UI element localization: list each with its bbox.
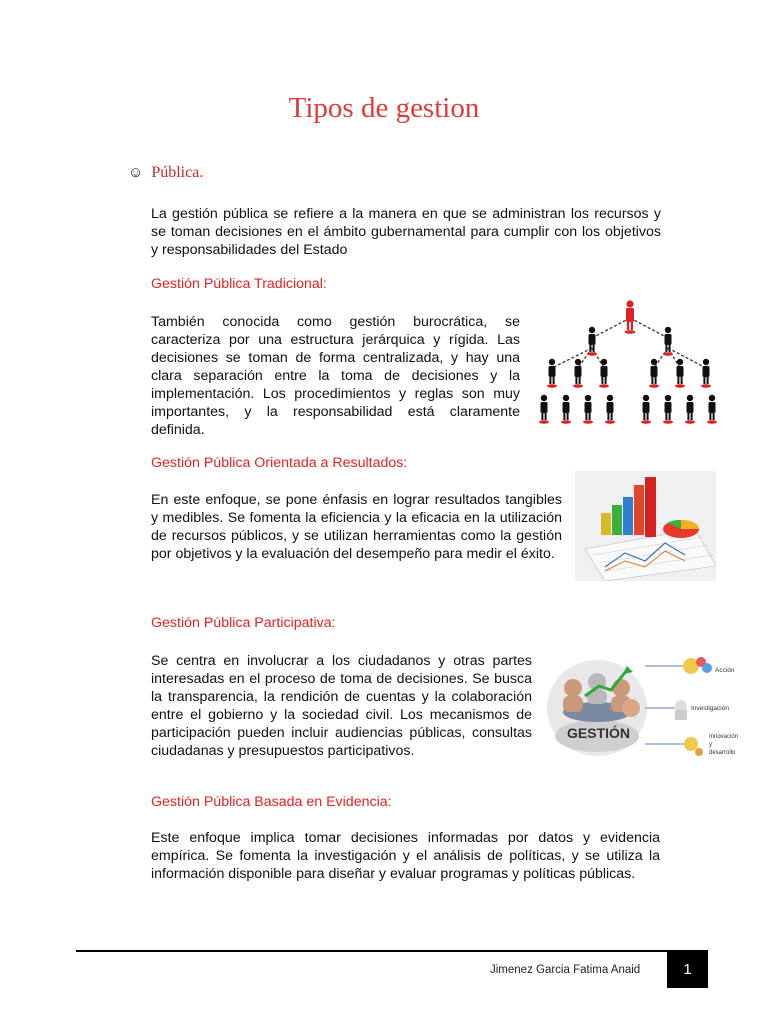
footer-author: Jimenez Garcia Fatima Anaid [490, 964, 641, 976]
smiley-icon: ☺ [128, 165, 144, 181]
document-title: Tipos de gestion [288, 92, 480, 124]
section-heading [128, 164, 203, 182]
section-heading-label: Pública. [151, 164, 204, 181]
gestion-center-label: GESTIÓN [567, 725, 631, 741]
item-innovacion: Innovación y desarrollo [709, 734, 739, 756]
subheading-evidence: Gestión Pública Basada en Evidencia: [151, 794, 392, 810]
hierarchy-image [534, 296, 724, 430]
bar-chart-image [575, 471, 716, 581]
paragraph-participative: Se centra en involucrar a los ciudadanos y otras partes interesadas en el proceso de toma de decisiones. Se busca la transparencia, la rendición de cuentas y la colaboración entre el gobierno y la sociedad civil. Los mecanismos de participación pueden incluir audiencias públicas, consultas ciudadanas y presupuestos participativos. [151, 653, 532, 759]
subheading-results: Gestión Pública Orientada a Resultados: [151, 455, 408, 471]
subheading-traditional: Gestión Pública Tradicional: [151, 276, 327, 292]
item-accion: Acción [715, 667, 735, 674]
paragraph-evidence: Este enfoque implica tomar decisiones informadas por datos y evidencia empírica. Se fomenta la investigación y el análisis de políticas, y se utiliza la información disponible para diseñar y evaluar programas y políticas públicas. [151, 830, 660, 882]
paragraph-traditional: También conocida como gestión burocrática, se caracteriza por una estructura jerárquica y rígida. Las decisiones se toman de forma centralizada, y hay una clara separación entre la toma de decisiones y la implementación. Los procedimientos y reglas son muy importantes, y la responsabilidad está claramente definida. [151, 314, 520, 438]
paragraph-results: En este enfoque, se pone énfasis en lograr resultados tangibles y medibles. Se fomenta la eficiencia y la eficacia en la utilización de recursos públicos, y se utilizan herramientas como la gestión por objetivos y la evaluación del desempeño para medir el éxito. [151, 492, 562, 562]
intro-paragraph: La gestión pública se refiere a la manera en que se administran los recursos y se toman decisiones en el ámbito gubernamental para cumplir con los objetivos y responsabilidades del Estado [151, 206, 661, 258]
page-number: 1 [667, 952, 708, 988]
footer-divider [76, 950, 708, 952]
gestion-image [545, 652, 750, 764]
subheading-participative: Gestión Pública Participativa: [151, 615, 336, 631]
item-investigacion: Investigación [691, 705, 729, 712]
